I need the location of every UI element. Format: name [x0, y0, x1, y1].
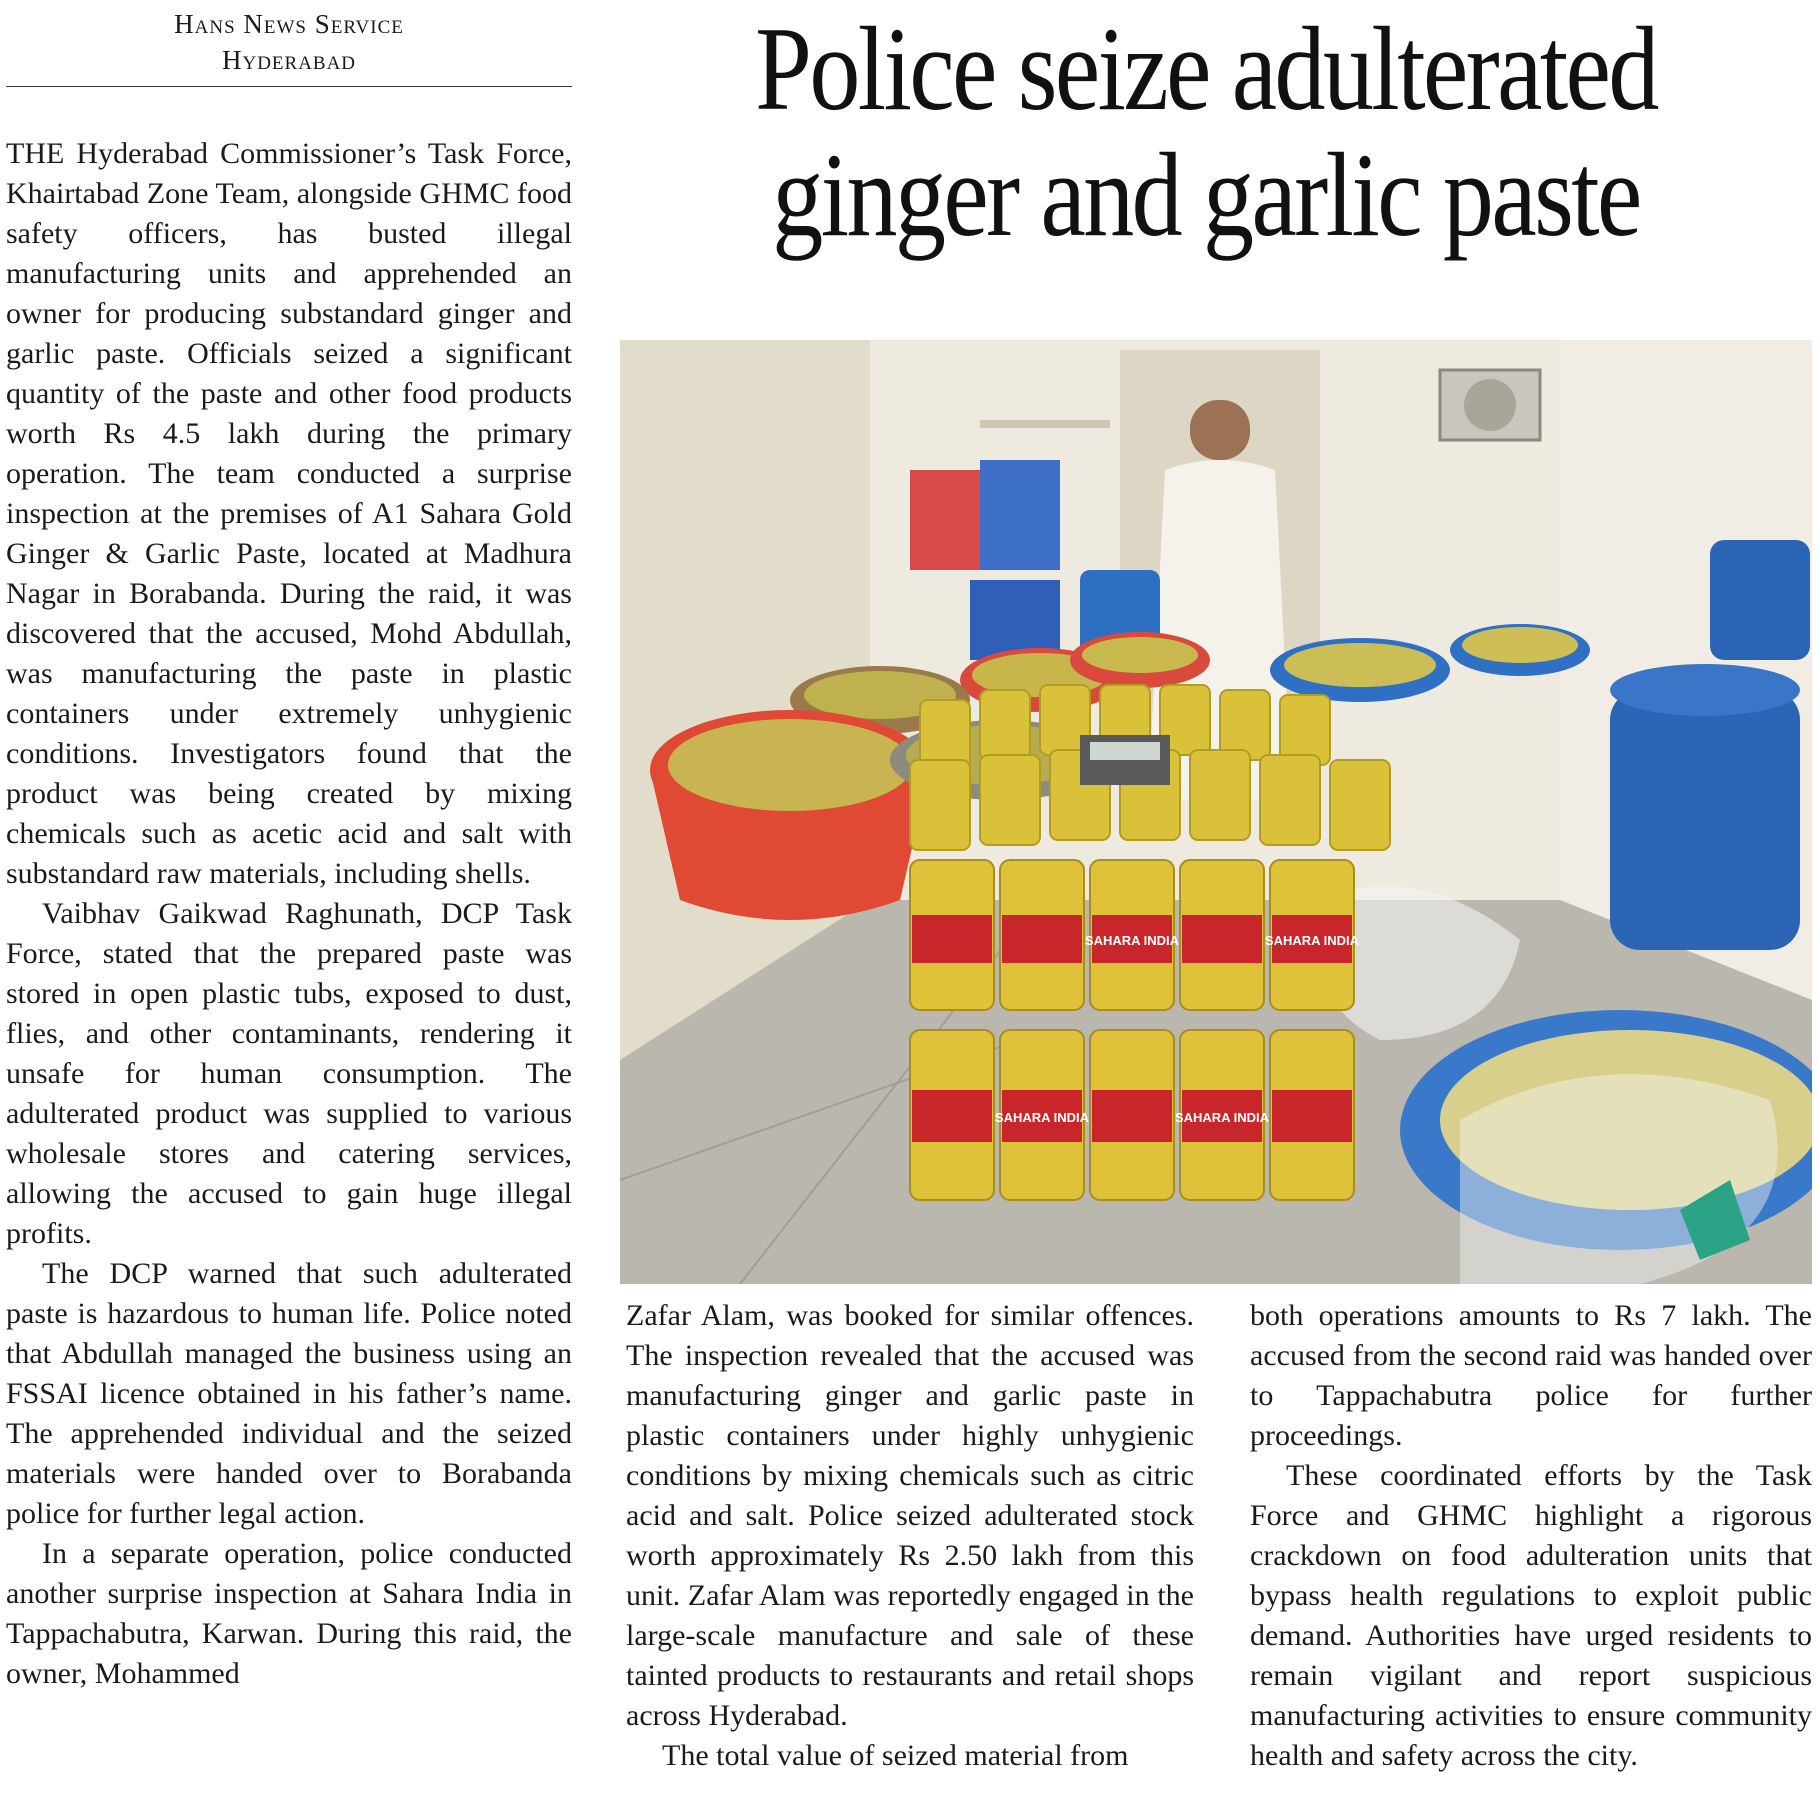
paragraph: The DCP warned that such adulterated paste is hazardous to human life. Police noted that Abdullah managed the business using an FSSAI licence obtained in his father’s name. The apprehended individual and the seized materials were handed over to Borabanda police for further legal action.	[6, 1257, 572, 1530]
paragraph: Zafar Alam, was booked for similar offences. The inspection revealed that the accused was manufacturing ginger and garlic paste in plastic containers under highly unhygienic conditions by mixing chemicals such as citric acid and salt. Police seized adulterated stock worth approximately Rs 2.50 lakh from this unit. Zafar Alam was reportedly engaged in the large-scale manufacture and sale of these tainted products to restaurants and retail shops across Hyderabad.	[626, 1299, 1194, 1732]
jar-label: SAHARA INDIA	[994, 1110, 1090, 1125]
jar-stack-front	[910, 860, 1354, 1200]
article-column-1	[6, 134, 572, 1810]
jar-label: SAHARA INDIA	[1174, 1110, 1270, 1125]
paragraph: The total value of seized material from	[662, 1739, 1129, 1772]
jar-label: SAHARA INDIA	[1264, 933, 1360, 948]
byline-agency: Hans News Service	[174, 9, 404, 39]
byline-city: Hyderabad	[221, 45, 357, 75]
paragraph: THE Hyderabad Commissioner’s Task Force, Khairtabad Zone Team, alongside GHMC food safety officers, has busted illegal manufacturing units and apprehended an owner for producing substandard ginger and garlic paste. Officials seized a significant quantity of the paste and other food products worth Rs 4.5 lakh during the primary operation. The team conducted a surprise inspection at the premises of A1 Sahara Gold Ginger & Garlic Paste, located at Madhura Nagar in Borabanda. During the raid, it was discovered that the accused, Mohd Abdullah, was manufacturing the paste in plastic containers under extremely unhygienic conditions. Investigators found that the product was being created by mixing chemicals such as acetic acid and salt with substandard raw materials, including shells.	[6, 137, 572, 890]
paragraph: These coordinated efforts by the Task Force and GHMC highlight a rigorous crackdown on food adulteration units that bypass health regulations to exploit public demand. Authorities have urged residents to remain vigilant and report suspicious manufacturing activities to ensure community health and safety across the city.	[1250, 1459, 1812, 1772]
paragraph: Vaibhav Gaikwad Raghunath, DCP Task Force, stated that the prepared paste was stored in open plastic tubs, exposed to dust, flies, and other contaminants, rendering it unsafe for human consumption. The adulterated product was supplied to various wholesale stores and catering services, allowing the accused to gain huge illegal profits.	[6, 897, 572, 1250]
headline-line-1: Police seize adulterated	[755, 2, 1657, 135]
article-column-3	[1250, 1296, 1812, 1810]
article-column-2	[626, 1296, 1194, 1810]
jar-label: SAHARA INDIA	[1084, 933, 1180, 948]
headline	[691, 2, 1721, 261]
headline-line-2: ginger and garlic paste	[772, 128, 1640, 261]
paragraph: In a separate operation, police conducted another surprise inspection at Sahara India in Tappachabutra, Karwan. During this raid, the owner, Mohammed	[6, 1537, 572, 1690]
news-photo	[620, 340, 1812, 1284]
byline-divider	[6, 86, 572, 87]
byline	[6, 6, 572, 78]
paragraph: both operations amounts to Rs 7 lakh. The accused from the second raid was handed over to Tappachabutra police for further proceedings.	[1250, 1299, 1812, 1452]
